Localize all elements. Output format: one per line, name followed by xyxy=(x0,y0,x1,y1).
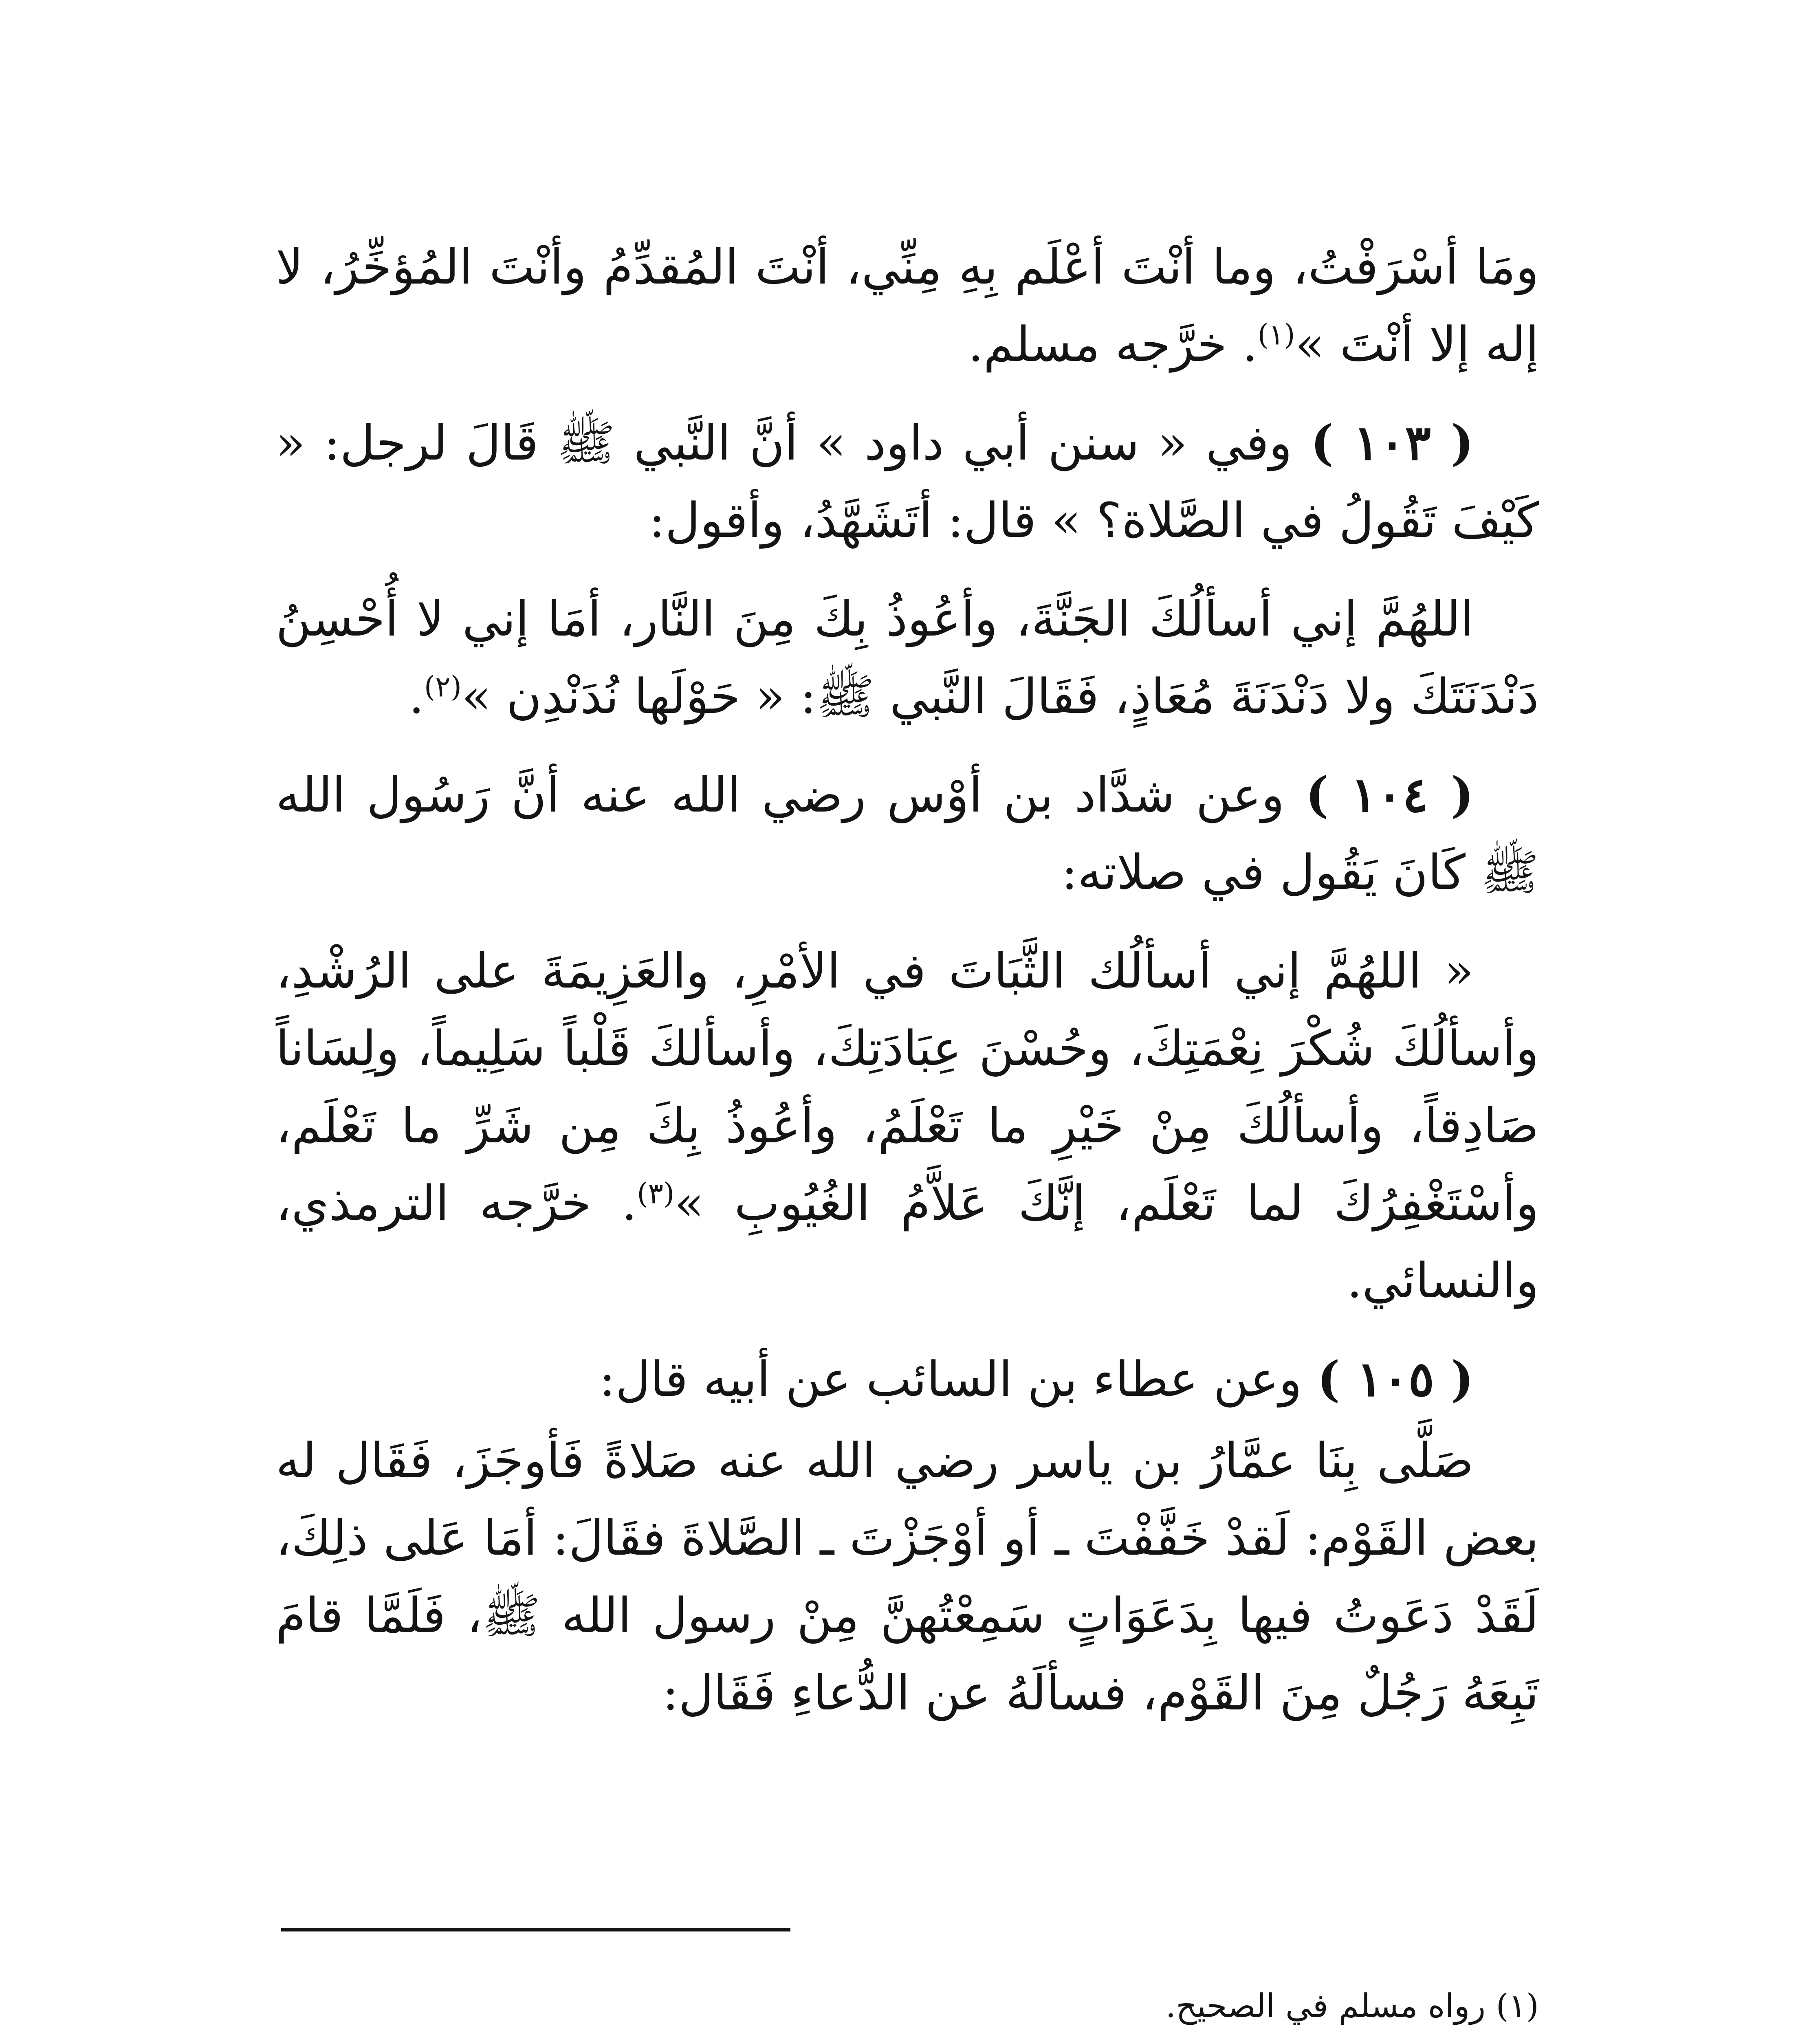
paragraph-text: اللهُمَّ إني أسألُكَ الجَنَّةَ، وأعُوذُ بِكَ مِنَ النَّار، أمَا إني لا أُحْسِنُ دَنْدَنَتَكَ ولا دَنْدَنَةَ مُعَاذٍ، فَقَالَ النَّبي ﷺ: « حَوْلَها نُدَنْدِن » xyxy=(276,591,1539,724)
paragraph-text: صَلَّى بِنَا عمَّارُ بن ياسر رضي الله عنه صَلاةً فَأوجَزَ، فَقَال له بعض القَوْم: لَقدْ خَفَّفْتَ ـ أو أوْجَزْتَ ـ الصَّلاةَ فقَالَ: أمَا عَلى ذلِكَ، لَقَدْ دَعَوتُ فيها بِدَعَوَاتٍ سَمِعْتُهنَّ مِنْ رسول الله ﷺ، فَلَمَّا قامَ تَبِعَهُ رَجُلٌ مِنَ القَوْم، فسألَهُ عن الدُّعاءِ فَقَال: xyxy=(276,1432,1539,1721)
hadith-104-intro xyxy=(276,756,1539,911)
footnote-marker: (١) xyxy=(1496,1987,1539,2025)
footnote-item xyxy=(276,1980,1539,2032)
paragraph-continuation xyxy=(276,228,1539,383)
hadith-number: ( ١٠٥ ) xyxy=(1317,1351,1474,1407)
hadith-103-intro xyxy=(276,404,1539,559)
paragraph-tail: . xyxy=(409,668,424,724)
paragraph-tail: . خرَّجه الترمذي، والنسائي. xyxy=(276,1175,1539,1309)
footnote-reference: (٢) xyxy=(424,670,462,704)
hadith-105-narration xyxy=(276,1422,1539,1731)
paragraph-text: « اللهُمَّ إني أسألُك الثَّبَاتَ في الأمْرِ، والعَزِيمَةَ على الرُشْدِ، وأسألُكَ شُكْرَ نِعْمَتِكَ، وحُسْنَ عِبَادَتِكَ، وأسألكَ قَلْباً سَلِيماً، ولِسَاناً صَادِقاً، وأسألُكَ مِنْ خَيْرِ ما تَعْلَمُ، وأعُوذُ بِكَ مِن شَرِّ ما تَعْلَم، وأسْتَغْفِرُكَ لما تَعْلَم، إنَّكَ عَلاَّمُ الغُيُوبِ » xyxy=(276,943,1539,1231)
footnote-text: رواه مسلم في الصحيح. xyxy=(1165,1987,1486,2025)
main-text xyxy=(276,228,1539,1731)
hadith-number: ( ١٠٤ ) xyxy=(1305,766,1474,823)
paragraph-text: ومَا أسْرَفْتُ، وما أنْتَ أعْلَم بِهِ مِنِّي، أنْتَ المُقدِّمُ وأنْتَ المُؤخِّرُ، لا إله إلا أنْتَ » xyxy=(276,239,1539,372)
hadith-104-supplication xyxy=(276,932,1539,1319)
hadith-105-intro xyxy=(276,1340,1539,1418)
hadith-number: ( ١٠٣ ) xyxy=(1310,414,1474,471)
paragraph-tail: . خرَّجه مسلم. xyxy=(968,316,1258,372)
paragraph-text: وعن عطاء بن السائب عن أبيه قال: xyxy=(599,1351,1302,1407)
hadith-103-supplication xyxy=(276,580,1539,735)
footnote-divider xyxy=(281,1928,790,1931)
footnote-reference: (١) xyxy=(1257,318,1295,352)
paragraph-text: وفي « سنن أبي داود » أنَّ النَّبي ﷺ قَالَ لرجل: « كَيْفَ تَقُولُ في الصَّلاة؟ » قال: أتَشَهَّدُ، وأقول: xyxy=(276,415,1539,548)
paragraph-text: وعن شدَّاد بن أوْس رضي الله عنه أنَّ رَسُول الله ﷺ كَانَ يَقُول في صلاته: xyxy=(276,767,1539,900)
footnotes xyxy=(276,1980,1539,2037)
footnote-reference: (٣) xyxy=(637,1177,675,1210)
